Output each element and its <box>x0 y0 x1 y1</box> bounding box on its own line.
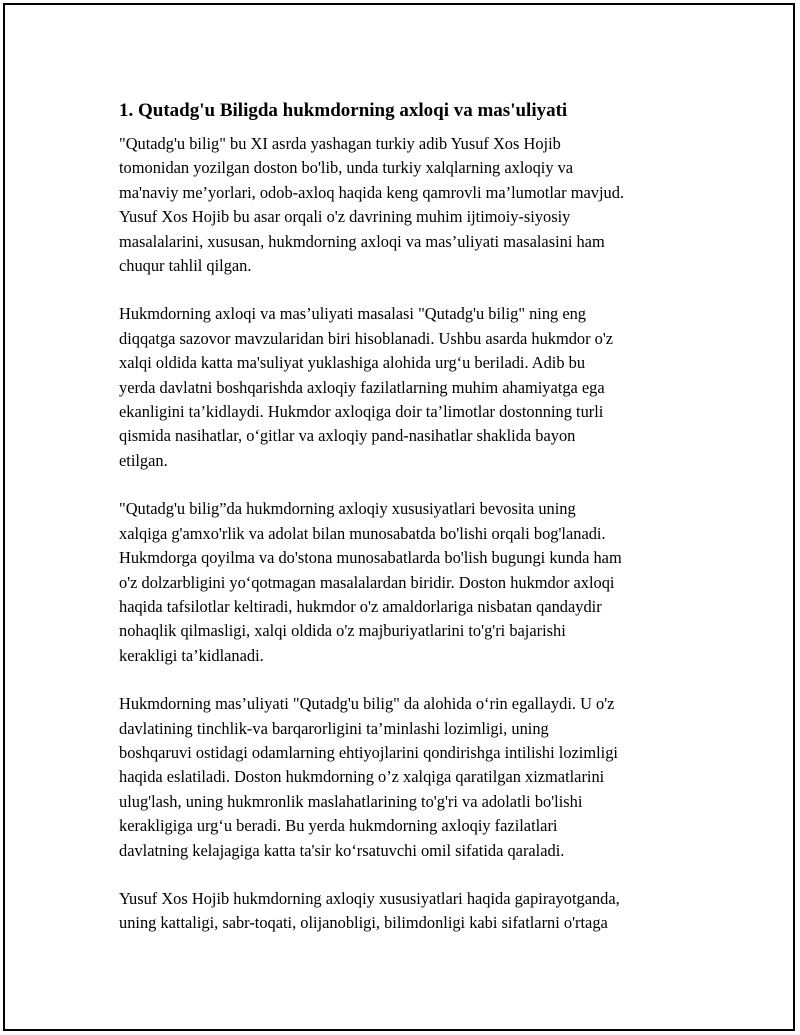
text-line: xalqi oldida katta ma'suliyat yuklashiga alohida urg‘u beriladi. Adib bu <box>119 353 586 373</box>
document-body <box>119 98 699 960</box>
section-heading: 1. Qutadg'u Biligda hukmdorning axloqi va mas'uliyati <box>119 100 568 121</box>
text-line: haqida tafsilotlar keltiradi, hukmdor o'z amaldorlariga nisbatan qandaydir <box>119 596 602 616</box>
paragraph-5 <box>119 887 699 936</box>
text-line: Hukmdorga qoyilma va do'stona munosabatlarda bo'lish bugungi kunda ham <box>119 548 622 568</box>
text-line: Yusuf Xos Hojib hukmdorning axloqiy xususiyatlari haqida gapirayotganda, <box>119 888 620 908</box>
text-line: Yusuf Xos Hojib bu asar orqali o'z davrining muhim ijtimoiy-siyosiy <box>119 207 571 227</box>
text-line: Hukmdorning mas’uliyati "Qutadg'u bilig" da alohida o‘rin egallaydi. U o'z <box>119 694 615 714</box>
text-line: kerakligi ta’kidlanadi. <box>119 645 264 665</box>
text-line: davlatining tinchlik-va barqarorligini ta’minlashi lozimligi, uning <box>119 718 549 738</box>
text-line: boshqaruvi ostidagi odamlarning ehtiyojlarini qondirishga intilishi lozimligi <box>119 742 618 762</box>
text-line: davlatning kelajagiga katta ta'sir ko‘rsatuvchi omil sifatida qaraladi. <box>119 840 565 860</box>
paragraph-1 <box>119 132 699 278</box>
text-line: xalqiga g'amxo'rlik va adolat bilan munosabatda bo'lishi orqali bog'lanadi. <box>119 523 606 543</box>
text-line: ekanligini ta’kidlaydi. Hukmdor axloqiga doir ta’limotlar dostonning turli <box>119 402 604 422</box>
text-line: o'z dolzarbligini yo‘qotmagan masalalardan biridir. Doston hukmdor axloqi <box>119 572 615 592</box>
text-line: nohaqlik qilmasligi, xalqi oldida o'z majburiyatlarini to'g'ri bajarishi <box>119 621 566 641</box>
text-line: haqida eslatiladi. Doston hukmdorning o’z xalqiga qaratilgan xizmatlarini <box>119 767 605 787</box>
text-line: tomonidan yozilgan doston bo'lib, unda turkiy xalqlarning axloqiy va <box>119 158 574 178</box>
text-line: yerda davlatni boshqarishda axloqiy fazilatlarning muhim ahamiyatga ega <box>119 377 605 397</box>
text-line: masalalarini, xususan, hukmdorning axloqi va mas’uliyati masalasini ham <box>119 231 605 251</box>
text-line: etilgan. <box>119 450 168 470</box>
paragraph-3 <box>119 497 699 668</box>
text-line: chuqur tahlil qilgan. <box>119 256 252 276</box>
page-frame <box>3 3 795 1031</box>
text-line: diqqatga sazovor mavzularidan biri hisoblanadi. Ushbu asarda hukmdor o'z <box>119 328 614 348</box>
text-line: ulug'lash, uning hukmronlik maslahatlarining to'g'ri va adolatli bo'lishi <box>119 791 583 811</box>
text-line: kerakligiga urg‘u beradi. Bu yerda hukmdorning axloqiy fazilatlari <box>119 816 558 836</box>
text-line: "Qutadg'u bilig" bu XI asrda yashagan turkiy adib Yusuf Xos Hojib <box>119 134 561 153</box>
text-line: qismida nasihatlar, o‘gitlar va axloqiy pand-nasihatlar shaklida bayon <box>119 426 576 446</box>
text-line: "Qutadg'u bilig”da hukmdorning axloqiy xususiyatlari bevosita uning <box>119 499 576 519</box>
text-line: ma'naviy me’yorlari, odob-axloq haqida keng qamrovli ma’lumotlar mavjud. <box>119 182 625 202</box>
text-line: Hukmdorning axloqi va mas’uliyati masalasi "Qutadg'u bilig" ning eng <box>119 304 587 324</box>
paragraph-4 <box>119 692 699 863</box>
paragraph-2 <box>119 302 699 473</box>
text-line: uning kattaligi, sabr-toqati, olijanobligi, bilimdonligi kabi sifatlarni o'rtaga <box>119 913 608 933</box>
